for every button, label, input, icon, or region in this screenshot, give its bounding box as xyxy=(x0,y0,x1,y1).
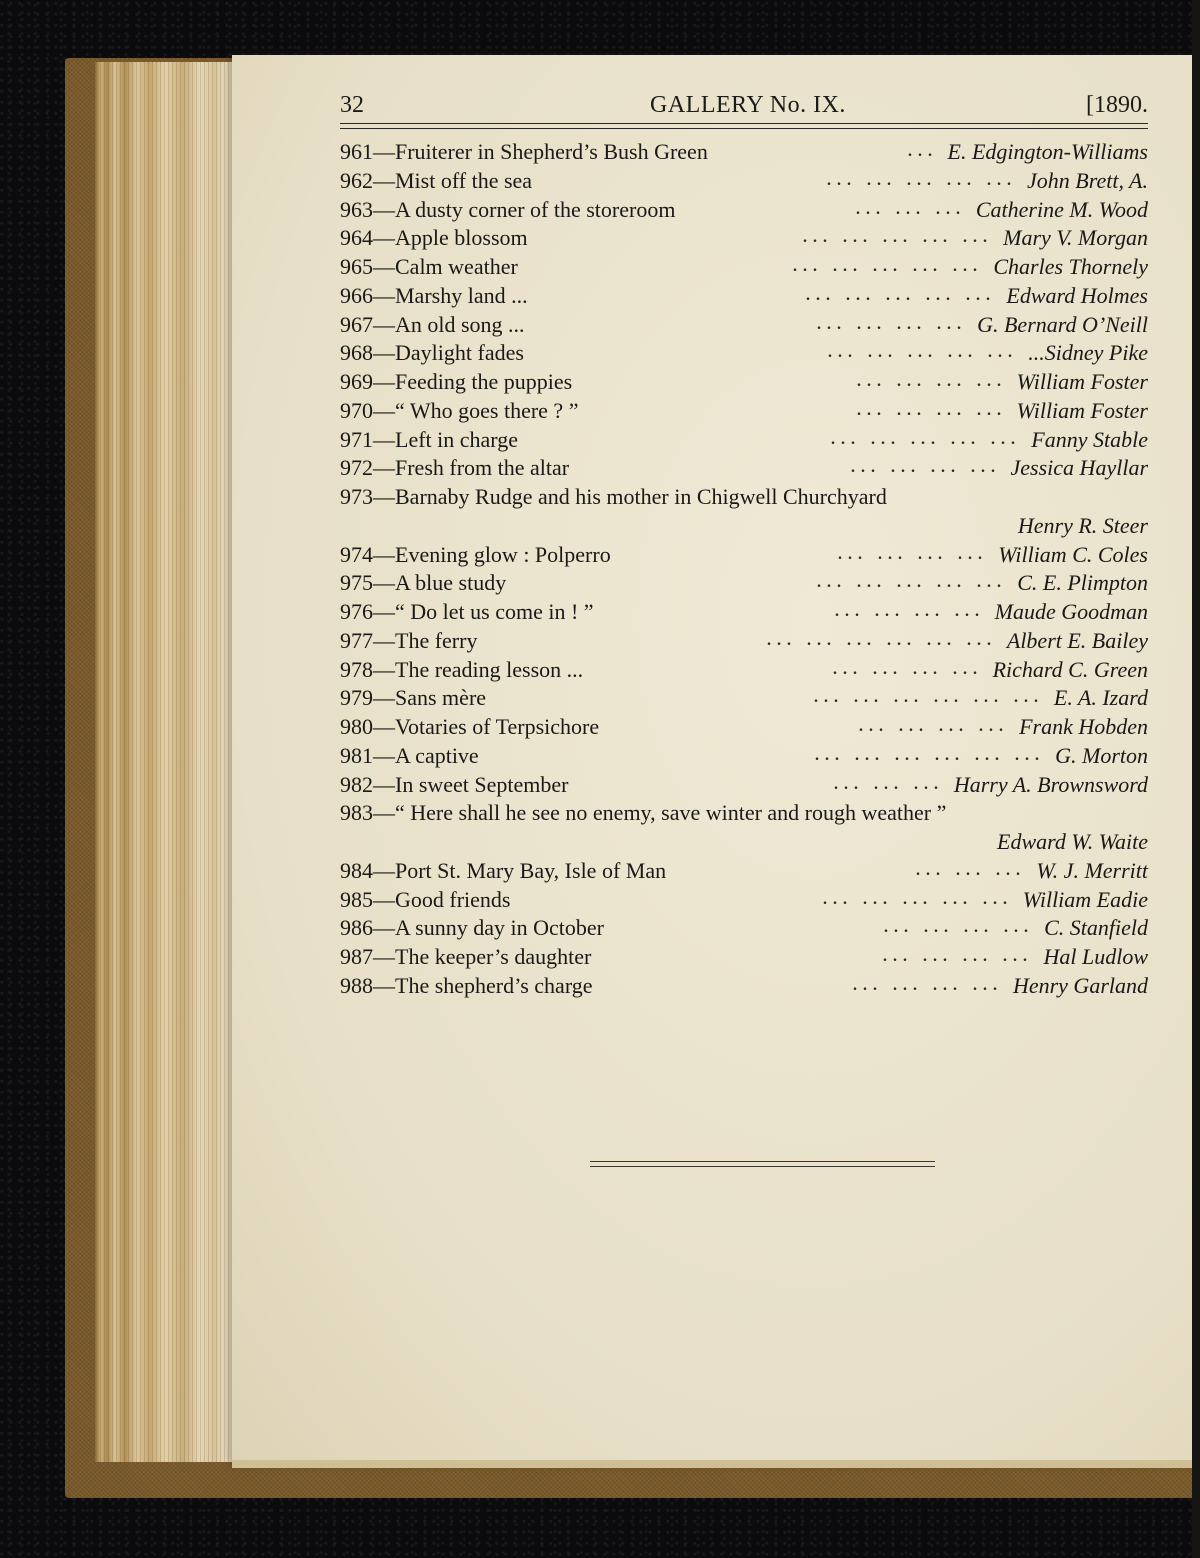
catalogue-entry xyxy=(340,886,1150,915)
gallery-title: GALLERY No. IX. xyxy=(650,92,846,118)
entry-artist: G. Morton xyxy=(1055,742,1148,768)
leader-dots: ... ... ... ... ... xyxy=(817,574,1007,592)
entry-title: 963—A dusty corner of the storeroom xyxy=(340,196,676,222)
catalogue-entry xyxy=(340,253,1150,282)
catalogue-entry xyxy=(340,339,1150,368)
leader-dots: ... ... ... ... ... xyxy=(793,258,983,275)
leader-dots: ... ... ... ... xyxy=(838,545,988,563)
leader-dots: ... ... ... ... xyxy=(851,459,1001,477)
entry-title: 984—Port St. Mary Bay, Isle of Man xyxy=(340,857,667,883)
catalogue-entry xyxy=(340,512,1150,541)
entry-title: 965—Calm weather xyxy=(340,254,518,279)
catalogue-entry xyxy=(340,454,1150,483)
entry-artist: Catherine M. Wood xyxy=(975,196,1148,222)
entry-artist: Albert E. Bailey xyxy=(1006,627,1148,653)
entry-title: 976—“ Do let us come in ! ” xyxy=(340,599,594,624)
leader-dots: ... ... ... ... ... xyxy=(823,890,1013,908)
catalogue-entry xyxy=(340,483,1150,512)
entry-artist: Maude Goodman xyxy=(994,599,1148,624)
end-rule xyxy=(590,1161,935,1162)
page-number: 32 xyxy=(340,92,364,118)
leader-dots: ... ... ... ... ... xyxy=(827,171,1017,189)
leader-dots: ... ... ... ... ... xyxy=(831,430,1021,448)
entry-title: 962—Mist off the sea xyxy=(340,167,533,193)
entry-artist: Edward W. Waite xyxy=(997,829,1148,854)
catalogue-entry xyxy=(340,598,1150,627)
catalogue-entry xyxy=(340,224,1150,253)
catalogue-entry xyxy=(340,684,1150,713)
leader-dots: ... ... ... ... ... ... xyxy=(815,746,1045,764)
catalogue-entry xyxy=(340,943,1150,972)
entry-title: 982—In sweet September xyxy=(340,771,569,797)
entry-title: 961—Fruiterer in Shepherd’s Bush Green xyxy=(340,139,708,164)
catalogue-entry xyxy=(340,138,1150,167)
entry-artist: W. J. Merritt xyxy=(1036,857,1148,883)
catalogue-entry xyxy=(340,426,1150,455)
entry-artist: William Foster xyxy=(1016,397,1148,423)
catalogue-entry xyxy=(340,368,1150,397)
entry-artist: Henry Garland xyxy=(1012,972,1148,998)
catalogue-entry xyxy=(340,397,1150,426)
entry-artist: Henry R. Steer xyxy=(1017,512,1148,538)
entry-title: 973—Barnaby Rudge and his mother in Chigwell Churchyard xyxy=(340,484,887,509)
entry-title: 986—A sunny day in October xyxy=(340,915,604,941)
entry-title: 970—“ Who goes there ? ” xyxy=(340,397,579,423)
entry-title: 988—The shepherd’s charge xyxy=(340,972,593,998)
leader-dots: ... ... ... ... xyxy=(853,976,1003,994)
entry-artist: Richard C. Green xyxy=(992,656,1148,682)
catalogue-entries xyxy=(340,138,1150,1001)
leader-dots: ... ... ... ... xyxy=(859,718,1009,735)
catalogue-entry xyxy=(340,771,1150,800)
leader-dots: ... ... ... ... xyxy=(817,315,967,333)
catalogue-entry xyxy=(340,742,1150,771)
catalogue-entry xyxy=(340,541,1150,570)
leader-dots: ... ... ... ... ... ... xyxy=(814,689,1044,707)
leader-dots: ... ... ... ... xyxy=(883,948,1033,965)
leader-dots: ... ... ... ... xyxy=(857,373,1007,390)
catalogue-entry xyxy=(340,828,1150,857)
entry-title: 964—Apple blossom xyxy=(340,225,528,251)
entry-title: 971—Left in charge xyxy=(340,426,518,452)
catalogue-entry xyxy=(340,167,1150,196)
entry-title: 966—Marshy land ... xyxy=(340,282,528,308)
entry-artist: E. A. Izard xyxy=(1053,685,1148,711)
entry-title: 975—A blue study xyxy=(340,570,507,596)
entry-title: 968—Daylight fades xyxy=(340,340,524,366)
catalogue-entry xyxy=(340,656,1150,685)
entry-title: 974—Evening glow : Polperro xyxy=(340,541,611,567)
entry-title: 967—An old song ... xyxy=(340,311,525,337)
entry-artist: William C. Coles xyxy=(998,541,1148,567)
catalogue-entry xyxy=(340,799,1150,828)
entry-artist: John Brett, A. xyxy=(1027,167,1148,193)
entry-title: 981—A captive xyxy=(340,742,479,768)
catalogue-entry xyxy=(340,914,1150,943)
entry-artist: G. Bernard O’Neill xyxy=(977,311,1148,337)
entry-artist: Fanny Stable xyxy=(1031,426,1148,452)
catalogue-entry xyxy=(340,282,1150,311)
catalogue-entry xyxy=(340,311,1150,340)
entry-title: 985—Good friends xyxy=(340,886,511,912)
leader-dots: ... ... ... ... xyxy=(835,603,985,620)
entry-title: 969—Feeding the puppies xyxy=(340,369,573,394)
leader-dots: ... ... ... ... ... ... xyxy=(767,631,997,649)
entry-artist: C. E. Plimpton xyxy=(1017,570,1148,596)
entry-artist: Hal Ludlow xyxy=(1043,944,1148,969)
end-rule-double xyxy=(590,1166,935,1167)
leader-dots: ... ... ... xyxy=(834,775,944,793)
catalogue-entry xyxy=(340,713,1150,742)
header-rule xyxy=(340,123,1148,124)
leader-dots: ... ... ... ... xyxy=(884,919,1034,937)
entry-title: 987—The keeper’s daughter xyxy=(340,944,592,969)
entry-title: 978—The reading lesson ... xyxy=(340,656,584,682)
page-edges xyxy=(100,62,235,1462)
leader-dots: ... ... ... xyxy=(856,200,966,218)
catalogue-entry xyxy=(340,569,1150,598)
entry-artist: Mary V. Morgan xyxy=(1003,225,1148,251)
right-shadow xyxy=(1192,0,1200,1558)
leader-dots: ... ... ... ... xyxy=(833,660,983,678)
catalogue-entry xyxy=(340,627,1150,656)
leader-dots: ... ... ... ... ... xyxy=(803,229,993,247)
leader-dots: ... ... ... ... xyxy=(857,401,1007,419)
entry-artist: Edward Holmes xyxy=(1006,282,1148,308)
entry-artist: Harry A. Brownsword xyxy=(953,771,1148,797)
entry-title: 977—The ferry xyxy=(340,627,478,653)
entry-artist: C. Stanfield xyxy=(1044,915,1148,941)
entry-artist: Frank Hobden xyxy=(1019,714,1148,739)
entry-artist: Jessica Hayllar xyxy=(1010,455,1148,481)
running-header xyxy=(338,92,1148,126)
header-rule-double xyxy=(340,128,1148,129)
entry-artist: Charles Thornely xyxy=(993,254,1148,279)
year-label: [1890. xyxy=(1086,92,1148,118)
entry-title: 979—Sans mère xyxy=(340,685,487,711)
entry-title: 980—Votaries of Terpsichore xyxy=(340,714,600,739)
entry-artist: E. Edgington-Williams xyxy=(947,139,1148,164)
leader-dots: ... ... ... xyxy=(916,861,1026,879)
page-bottom-edge xyxy=(232,1460,1200,1468)
entry-artist: William Foster xyxy=(1016,369,1148,394)
entry-title: 983—“ Here shall he see no enemy, save winter and rough weather ” xyxy=(340,800,947,826)
leader-dots: ... xyxy=(908,143,938,160)
catalogue-entry xyxy=(340,857,1150,886)
entry-title: 972—Fresh from the altar xyxy=(340,455,570,481)
leader-dots: ... ... ... ... ... xyxy=(806,286,996,304)
entry-artist: ...Sidney Pike xyxy=(1028,340,1148,366)
catalogue-entry xyxy=(340,196,1150,225)
entry-artist: William Eadie xyxy=(1022,886,1148,912)
leader-dots: ... ... ... ... ... xyxy=(828,344,1018,362)
catalogue-entry xyxy=(340,972,1150,1001)
